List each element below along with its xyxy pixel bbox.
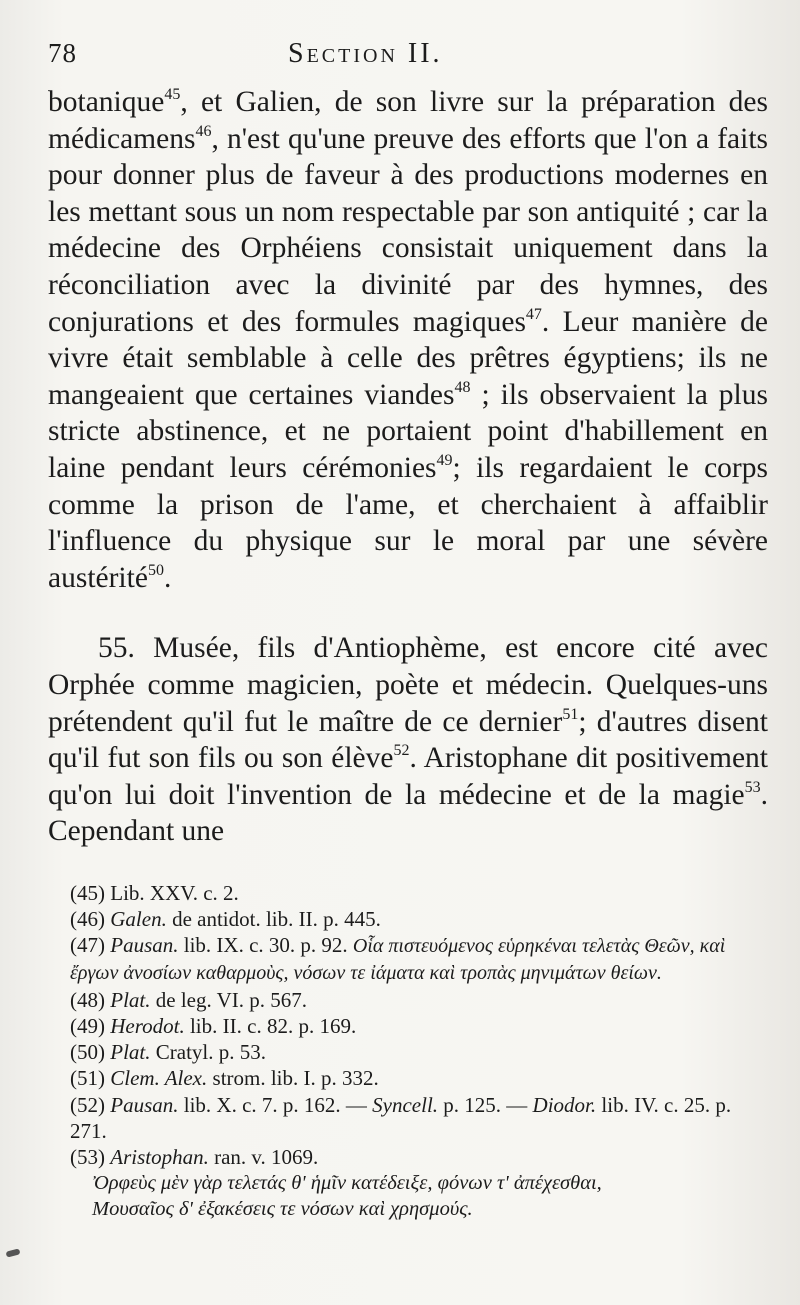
footnote: [70, 987, 768, 1013]
footnote-text: de leg. VI. p. 567.: [155, 987, 308, 1012]
page-header: [48, 38, 768, 78]
footnote-ref: 51: [562, 705, 579, 723]
footnote: [70, 1013, 768, 1039]
paragraph: [48, 84, 768, 596]
footnote: [70, 932, 768, 986]
footnote-source: Herodot.: [110, 1013, 185, 1038]
footnote-text: lib. IV. c. 25. p. 271.: [70, 1092, 732, 1143]
footnote-source: Galen.: [110, 907, 167, 932]
footnote-text: strom. lib. I. p. 332.: [212, 1066, 379, 1091]
footnote-text: Cratyl. p. 53.: [155, 1040, 266, 1065]
footnote-source: Clem. Alex.: [110, 1066, 208, 1091]
footnote-ref: 45: [164, 86, 181, 103]
footnote-text: ran. v. 1069.: [214, 1144, 319, 1169]
footnote-text: lib. II. c. 82. p. 169.: [189, 1013, 357, 1038]
footnote-ref: 49: [436, 451, 453, 469]
main-text: [48, 84, 768, 850]
text-run: , n'est qu'une preuve des efforts que l'on a faits pour donner plus de faveur à des productions modernes en les mettant sous un nom respectable par son antiquité ; car la médecine des Orphéiens consistait uniquement dans la réconciliation avec la divinité par des hymnes, des conjurations et des formules magiques: [48, 122, 768, 338]
footnote-source: Plat.: [110, 987, 151, 1012]
footnote-number: (48): [70, 987, 105, 1012]
greek-quotation: Οἷα πιστευόμενος εὑρηκέναι τελετὰς Θεῶν, καὶ ἔργων ἀνοσίων καθαρμοὺς, νόσων τε ἰάματα καὶ τροπὰς μηνιμάτων θείων.: [70, 935, 726, 985]
footnote: [70, 1092, 768, 1144]
footnote-number: (46): [70, 907, 105, 932]
footnote-source: Pausan.: [110, 933, 179, 958]
text-run: , et Galien, de son livre sur la préparation des médicamens: [48, 86, 768, 155]
footnote: [70, 906, 768, 932]
text-run: . Leur manière de vivre était semblable à celle des prêtres égyptiens; ils ne mangeaient que certaines viandes: [48, 305, 768, 411]
footnote-ref: 52: [393, 742, 410, 760]
text-run: ; ils regardaient le corps comme la prison de l'ame, et cherchaient à affaiblir l'influence du physique sur le moral par une sévère austérité: [48, 451, 768, 594]
footnote-source: Aristophan.: [110, 1144, 209, 1169]
text-run: .: [163, 561, 172, 594]
footnote: [70, 1039, 768, 1065]
footnote-text: lib. X. c. 7. p. 162. —: [183, 1092, 367, 1117]
text-run: ; d'autres disent qu'il fut son fils ou son élève: [48, 705, 768, 775]
footnote: [70, 1144, 768, 1170]
footnote-ref: 46: [195, 122, 212, 140]
page-number: 78: [48, 38, 77, 68]
footnote-text: de antidot. lib. II. p. 445.: [172, 907, 381, 932]
footnote-number: (52): [70, 1092, 105, 1117]
footnote: [70, 1065, 768, 1091]
footnote-source: Pausan.: [110, 1092, 179, 1117]
footnote: [70, 880, 768, 906]
footnote-text: Lib. XXV. c. 2.: [110, 880, 239, 905]
footnote-source: Syncell.: [372, 1092, 439, 1117]
footnote-ref: 50: [147, 561, 164, 579]
footnote-source: Diodor.: [532, 1092, 597, 1117]
text-run: . Cependant une: [48, 778, 768, 848]
footnote-ref: 47: [525, 305, 542, 323]
footnote-number: (49): [70, 1013, 105, 1038]
footnote-text: lib. IX. c. 30. p. 92.: [183, 933, 348, 958]
text-run: . Aristophane dit positivement qu'on lui doit l'invention de la médecine et de la magie: [48, 742, 768, 811]
footnote-number: (53): [70, 1144, 105, 1169]
footnote-number: (45): [70, 880, 105, 905]
ink-mark: [5, 1248, 20, 1257]
text-run: ; ils observaient la plus stricte abstinence, et ne portaient point d'habillement en laine pendant leurs cérémonies: [48, 378, 768, 484]
footnote-number: (51): [70, 1066, 105, 1091]
footnote-ref: 48: [454, 378, 471, 396]
greek-verse-line: Μουσαῖος δ' ἐξακέσεις τε νόσων καὶ χρησμούς.: [92, 1198, 473, 1221]
footnote-source: Plat.: [110, 1040, 151, 1065]
greek-verse-line: Ὀρφεὺς μὲν γὰρ τελετάς θ' ἡμῖν κατέδειξε, φόνων τ' ἀπέχεσθαι,: [92, 1172, 602, 1195]
footnote-number: (47): [70, 933, 105, 958]
running-head: Section II.: [288, 38, 443, 69]
paragraph: [48, 630, 768, 850]
footnote-number: (50): [70, 1040, 105, 1065]
footnote-text: p. 125. —: [443, 1092, 528, 1117]
text-run: 55. Musée, fils d'Antiophème, est encore cité avec Orphée comme magicien, poète et médecin. Quelques-uns prétendent qu'il fut le maître de ce dernier: [48, 632, 768, 738]
text-run: botanique: [48, 86, 165, 118]
footnotes: [48, 880, 768, 1223]
footnote-ref: 53: [744, 778, 761, 796]
